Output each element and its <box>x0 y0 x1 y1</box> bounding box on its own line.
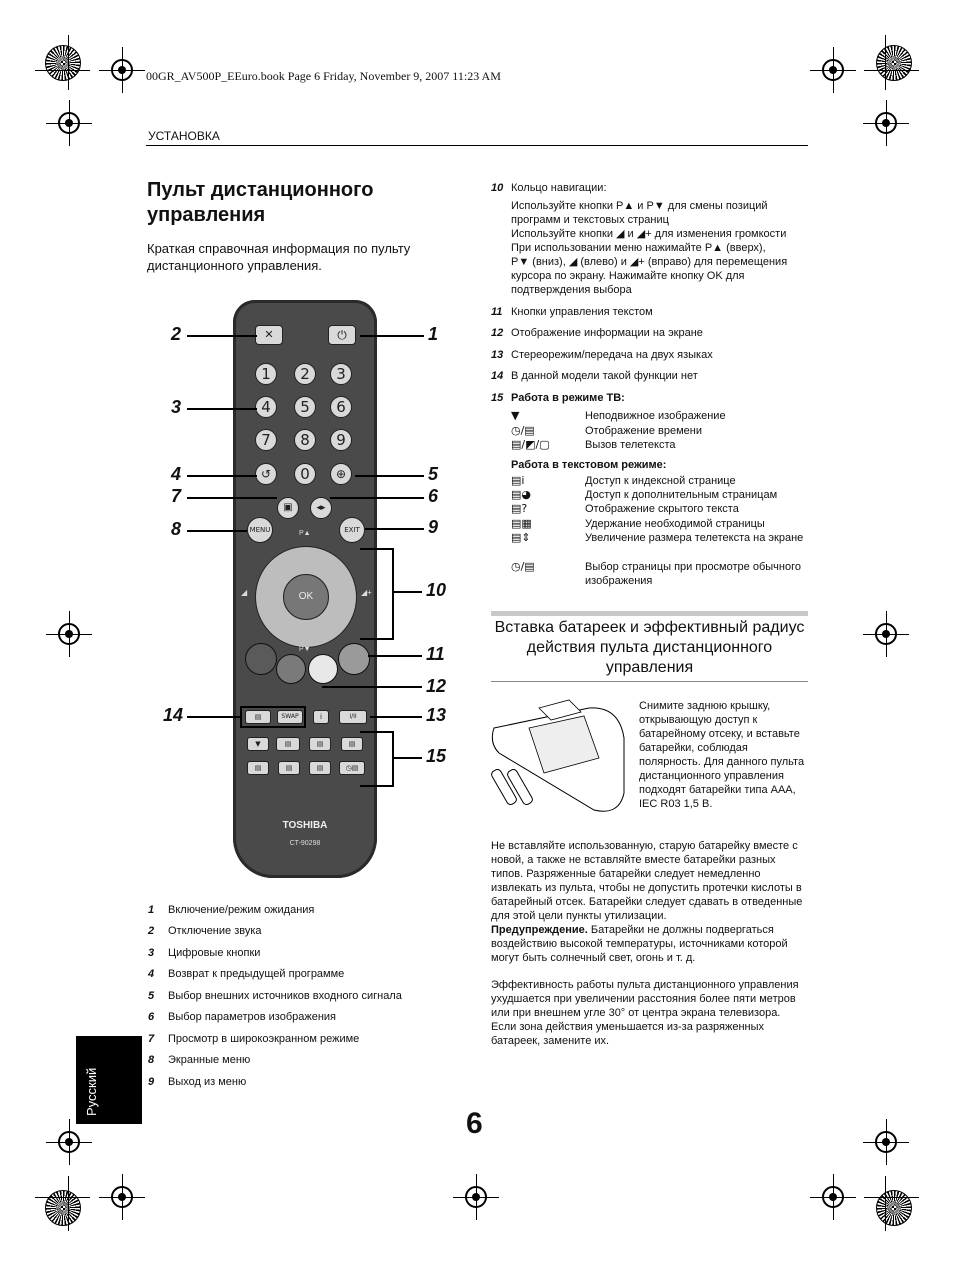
vol-plus-icon: ◢+ <box>361 588 372 597</box>
text-button: ▤ <box>309 737 331 751</box>
callout-5: 5 <box>428 464 439 484</box>
remote-control-illustration <box>233 300 377 878</box>
crosshair-mark <box>58 112 80 134</box>
range-text: Эффективность работы пульта дистанционного управления ухудшается при увеличении расстояния более пяти метров или при внешнем угле 30° от центра экрана телевизора. Если зона действия уменьшается из-за разряженных батареек, замените их. <box>491 979 799 1047</box>
crop-mark <box>35 70 90 71</box>
registration-rose-bottom-left <box>45 1190 81 1226</box>
p-down-label: P▼ <box>299 646 311 653</box>
legend-item: 1 Включение/режим ожидания <box>148 904 315 916</box>
crop-mark <box>885 35 886 90</box>
blue-button <box>338 643 370 675</box>
picture-button: ◂▸ <box>310 497 332 519</box>
file-info: 00GR_AV500P_EEuro.book Page 6 Friday, November 9, 2007 11:23 AM <box>146 69 501 83</box>
crop-mark <box>864 70 919 71</box>
stereo-button: I/II <box>339 710 367 724</box>
number-key: 4 <box>255 396 277 418</box>
number-key: 6 <box>330 396 352 418</box>
callout-2: 2 <box>171 324 182 344</box>
item-14: 14 В данной модели такой функции нет <box>491 370 698 382</box>
key-description: Вызов телетекста <box>585 439 676 451</box>
key-description: Увеличение размера телетекста на экране <box>585 532 804 544</box>
legend-item: 5 Выбор внешних источников входного сигнала <box>148 990 402 1002</box>
key-description: Отображение скрытого текста <box>585 503 739 515</box>
bracket-15 <box>360 731 394 787</box>
teletext-icon: ▤/◩/▢ <box>511 438 550 451</box>
crop-mark <box>35 1197 90 1198</box>
number-key: 7 <box>255 429 277 451</box>
bracket-10 <box>360 548 394 640</box>
key-description: Неподвижное изображение <box>585 410 726 422</box>
crosshair-mark <box>58 1131 80 1153</box>
callout-line <box>360 335 424 337</box>
number-key: 8 <box>294 429 316 451</box>
return-button: ↺ <box>255 463 277 485</box>
crosshair-mark <box>465 1186 487 1208</box>
callout-1: 1 <box>428 324 439 344</box>
callout-line <box>392 591 422 593</box>
crosshair-mark <box>822 59 844 81</box>
battery-illustration <box>489 698 629 818</box>
language-tab: Русский <box>76 1036 142 1124</box>
key-description: Доступ к дополнительным страницам <box>585 489 778 501</box>
callout-15: 15 <box>426 746 447 766</box>
registration-rose-bottom-right <box>876 1190 912 1226</box>
exit-button: EXIT <box>339 517 365 543</box>
page-number: 6 <box>466 1107 483 1140</box>
text-button: ▤ <box>247 761 269 775</box>
crosshair-mark <box>875 623 897 645</box>
heading-rule <box>491 681 808 682</box>
item-13: 13 Стереорежим/передача на двух языках <box>491 349 713 361</box>
callout-9: 9 <box>428 517 439 537</box>
crop-mark <box>68 1176 69 1231</box>
yellow-button <box>308 654 338 684</box>
number-key: 0 <box>294 463 316 485</box>
battery-heading: Вставка батареек и эффективный радиус действия пульта дистанционного управления <box>494 619 805 676</box>
callout-line <box>187 408 257 410</box>
key-description: Доступ к индексной странице <box>585 475 736 487</box>
text-button: ▼ <box>247 737 269 751</box>
callout-line <box>322 686 422 689</box>
legend-item: 7 Просмотр в широкоэкранном режиме <box>148 1033 360 1045</box>
crosshair-mark <box>111 1186 133 1208</box>
text-button: ▤ <box>341 737 363 751</box>
callout-12: 12 <box>426 676 447 696</box>
crosshair-mark <box>875 112 897 134</box>
item-10: 10 Кольцо навигации: Используйте кнопки P▲ и P▼ для смены позиций программ и текстовых страниц Используйте кнопки ◢ и ◢+ для изменения громкости При использовании меню нажимайте P▲ (вверх), P▼ (вниз), ◢ (влево) и ◢+ (вправо) для перемещения курсора по экрану. Нажимайте кнопку OK для подтверждения выбора <box>491 182 788 296</box>
number-key: 1 <box>255 363 277 385</box>
callout-line <box>370 716 422 718</box>
callout-6: 6 <box>428 486 439 506</box>
clock-icon: ◷/▤ <box>511 560 535 573</box>
callout-line <box>392 757 422 759</box>
callout-line <box>365 528 424 530</box>
number-key: 9 <box>330 429 352 451</box>
legend-item: 8 Экранные меню <box>148 1054 251 1066</box>
page-title: Пульт дистанционного управления <box>147 179 374 226</box>
red-button <box>245 643 277 675</box>
text-mode-title: Работа в текстовом режиме: <box>511 459 667 471</box>
crosshair-mark <box>111 59 133 81</box>
widescreen-button: ▣ <box>277 497 299 519</box>
callout-line <box>355 475 424 477</box>
callout-line <box>330 497 424 499</box>
legend-item: 3 Цифровые кнопки <box>148 947 261 959</box>
teletext-off-button: ▤ <box>245 710 271 724</box>
text-button: ▤ <box>276 737 300 751</box>
legend-item: 2 Отключение звука <box>148 925 262 937</box>
crop-mark <box>885 1176 886 1231</box>
registration-rose-top-right <box>876 45 912 81</box>
legend-item: 4 Возврат к предыдущей программе <box>148 968 345 980</box>
number-key: 5 <box>294 396 316 418</box>
section-bar <box>491 611 808 616</box>
section-label: УСТАНОВКА <box>148 129 220 143</box>
callout-7: 7 <box>171 486 182 506</box>
crosshair-mark <box>58 623 80 645</box>
model-label: CT-90298 <box>289 840 321 847</box>
registration-rose-top-left <box>45 45 81 81</box>
text-button: ◷▤ <box>339 761 365 775</box>
size-icon: ▤⇕ <box>511 531 531 544</box>
input-button: ⊕ <box>330 463 352 485</box>
info-button: i <box>313 710 329 724</box>
callout-3: 3 <box>171 397 182 417</box>
mute-button: ✕ <box>255 325 283 345</box>
still-icon: ▼ <box>511 409 520 422</box>
clock-icon: ◷/▤ <box>511 424 535 437</box>
green-button <box>276 654 306 684</box>
key-description: Отображение времени <box>585 425 702 437</box>
number-key: 2 <box>294 363 316 385</box>
hold-icon: ▤▦ <box>511 517 532 530</box>
callout-line <box>187 530 247 532</box>
callout-line <box>187 335 257 337</box>
crop-mark <box>68 35 69 90</box>
callout-10: 10 <box>426 580 447 600</box>
menu-button: MENU <box>247 517 273 543</box>
item-12: 12 Отображение информации на экране <box>491 327 703 339</box>
key-description: Выбор страницы при просмотре обычного изображения <box>585 561 801 587</box>
group-box-14 <box>240 706 306 728</box>
callout-line <box>187 497 277 499</box>
legend-item: 6 Выбор параметров изображения <box>148 1011 337 1023</box>
index-icon: ▤i <box>511 474 525 487</box>
callout-11: 11 <box>426 644 445 664</box>
callout-line <box>368 655 422 657</box>
vol-minus-icon: ◢ <box>241 588 248 597</box>
reveal-icon: ▤? <box>511 502 528 515</box>
item-11: 11 Кнопки управления текстом <box>491 306 653 318</box>
battery-warning: Не вставляйте использованную, старую батарейку вместе с новой, а также не вставляйте вместе батарейки разных типов. Разряженные батарейки следует немедленно извлекать из пульта, чтобы не допустить протечки кислоты в батарейный отсек. Батарейки следует сдавать в отведенные для этой цели пункты утилизации. Предупреждение. Батарейки не должны подвергаться воздействию высокой температуры, источниками которой могут быть солнечный свет, огонь и т. д. <box>491 840 803 964</box>
item-15: 15 Работа в режиме ТВ: <box>491 392 625 404</box>
callout-13: 13 <box>426 705 447 725</box>
callout-8: 8 <box>171 519 182 539</box>
intro-text: Краткая справочная информация по пульту дистанционного управления. <box>147 241 411 273</box>
text-button: ▤ <box>309 761 331 775</box>
callout-line <box>187 716 240 718</box>
crosshair-mark <box>875 1131 897 1153</box>
number-key: 3 <box>330 363 352 385</box>
key-description: Удержание необходимой страницы <box>585 518 765 530</box>
crosshair-mark <box>822 1186 844 1208</box>
callout-14: 14 <box>163 705 184 725</box>
callout-4: 4 <box>171 464 182 484</box>
crop-mark <box>864 1197 919 1198</box>
callout-line <box>187 475 257 477</box>
subpage-icon: ▤◕ <box>511 488 531 501</box>
p-up-label: P▲ <box>299 530 311 537</box>
swap-button: SWAP <box>277 710 303 724</box>
header-rule <box>146 145 808 146</box>
battery-caption: Снимите заднюю крышку, открывающую доступ к батарейному отсеку, и вставьте батарейки, соблюдая полярность. Для данного пульта дистанционного управления подходят батарейки типа AAA, IEC R03 1,5 В. <box>639 700 805 810</box>
brand-logo: TOSHIBA <box>282 820 328 831</box>
ok-button: OK <box>283 574 329 620</box>
legend-item: 9 Выход из меню <box>148 1076 247 1088</box>
power-button: ⏻ <box>328 325 356 345</box>
text-button: ▤ <box>278 761 300 775</box>
